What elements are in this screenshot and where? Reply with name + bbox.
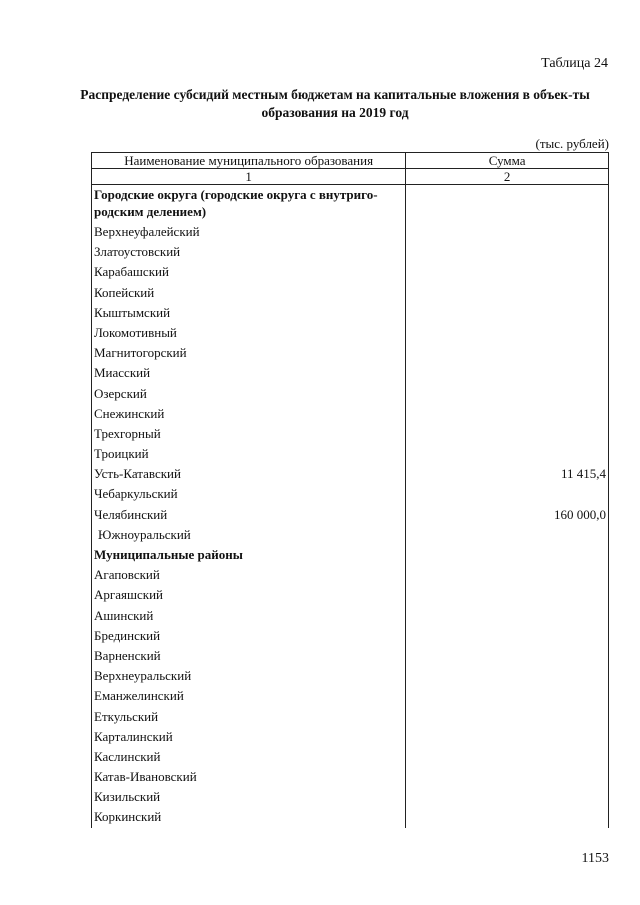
municipality-name: Карабашский [92,262,406,282]
municipality-name: Южноуральский [92,525,406,545]
municipality-name: Озерский [92,384,406,404]
municipality-name: Златоустовский [92,242,406,262]
table-row [92,222,609,242]
table-row [92,424,609,444]
table-row [92,707,609,727]
table-row [92,404,609,424]
group-row [92,545,609,565]
table-row [92,323,609,343]
municipality-name: Катав-Ивановский [92,767,406,787]
amount-cell [406,565,609,585]
municipality-name: Городские округа (городские округа с внутриго-родским делением) [92,185,406,223]
municipality-name: Еткульский [92,707,406,727]
amount-cell [406,222,609,242]
municipality-name: Коркинский [92,807,406,827]
column-header-amount: Сумма [406,153,609,169]
amount-cell [406,686,609,706]
table-row [92,807,609,827]
column-number-row [92,169,609,185]
municipality-name: Локомотивный [92,323,406,343]
header-row [92,153,609,169]
table-row [92,747,609,767]
municipality-name: Брединский [92,626,406,646]
amount-cell [406,444,609,464]
amount-cell [406,185,609,223]
amount-cell [406,323,609,343]
table-row [92,767,609,787]
table-row [92,363,609,383]
amount-cell [406,242,609,262]
municipality-name: Ашинский [92,606,406,626]
group-row [92,185,609,223]
municipality-name: Трехгорный [92,424,406,444]
table-row [92,384,609,404]
amount-cell [406,767,609,787]
municipality-name: Агаповский [92,565,406,585]
table-row [92,283,609,303]
municipality-name: Снежинский [92,404,406,424]
municipality-name: Копейский [92,283,406,303]
amount-cell [406,404,609,424]
amount-cell [406,545,609,565]
municipality-name: Усть-Катавский [92,464,406,484]
table-row [92,727,609,747]
amount-cell [406,484,609,504]
table-number: Таблица 24 [541,56,608,71]
amount-cell: 11 415,4 [406,464,609,484]
table-row [92,262,609,282]
table-row [92,565,609,585]
amount-cell [406,384,609,404]
municipality-name: Верхнеуфалейский [92,222,406,242]
municipality-name: Челябинский [92,505,406,525]
amount-cell [406,747,609,767]
municipality-name: Магнитогорский [92,343,406,363]
table-row [92,606,609,626]
amount-cell [406,424,609,444]
table-row [92,787,609,807]
amount-cell [406,525,609,545]
table-title: Распределение субсидий местным бюджетам на капитальные вложения в объек-ты образования на 2019 год [80,87,590,120]
unit-label: (тыс. рублей) [535,136,609,151]
amount-cell [406,707,609,727]
amount-cell [406,363,609,383]
table-row [92,585,609,605]
municipality-name: Троицкий [92,444,406,464]
amount-cell [406,646,609,666]
table-row [92,525,609,545]
table-row [92,484,609,504]
amount-cell [406,283,609,303]
table-row [92,444,609,464]
municipality-name: Еманжелинский [92,686,406,706]
municipality-name: Аргаяшский [92,585,406,605]
amount-cell [406,626,609,646]
page-number: 1153 [581,851,609,866]
municipality-name: Варненский [92,646,406,666]
amount-cell [406,787,609,807]
amount-cell: 160 000,0 [406,505,609,525]
amount-cell [406,666,609,686]
table-row [92,505,609,525]
amount-cell [406,585,609,605]
column-number-2: 2 [406,169,609,185]
amount-cell [406,807,609,827]
amount-cell [406,303,609,323]
municipality-name: Миасский [92,363,406,383]
municipality-name: Верхнеуральский [92,666,406,686]
amount-cell [406,343,609,363]
table-row [92,464,609,484]
table-row [92,646,609,666]
municipality-name: Муниципальные районы [92,545,406,565]
column-number-1: 1 [92,169,406,185]
table-row [92,626,609,646]
table-row [92,686,609,706]
municipality-name: Кизильский [92,787,406,807]
municipality-name: Кыштымский [92,303,406,323]
amount-cell [406,606,609,626]
column-header-name: Наименование муниципального образования [92,153,406,169]
amount-cell [406,262,609,282]
amount-cell [406,727,609,747]
table-row [92,242,609,262]
municipality-name: Карталинский [92,727,406,747]
table-row [92,343,609,363]
subsidy-table [91,152,609,828]
municipality-name: Каслинский [92,747,406,767]
table-row [92,303,609,323]
table-row [92,666,609,686]
municipality-name: Чебаркульский [92,484,406,504]
